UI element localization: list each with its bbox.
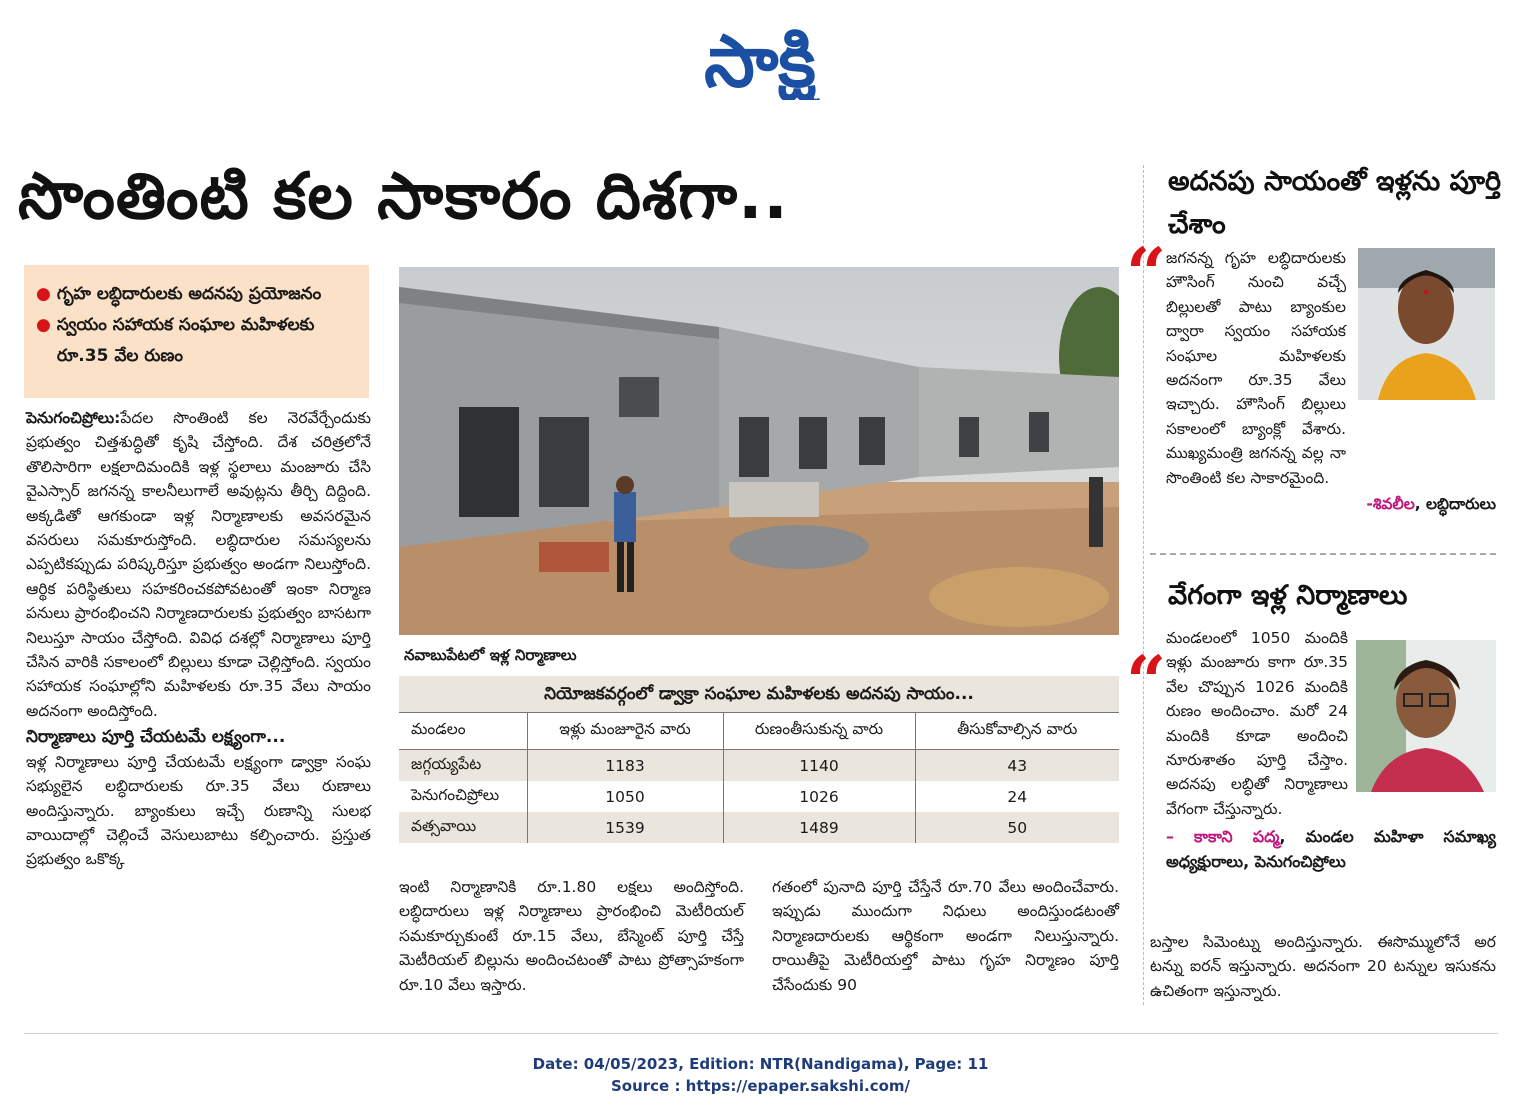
signature [1166, 492, 1496, 516]
section-divider [1150, 553, 1496, 555]
table-row [399, 812, 1119, 843]
highlight-text: గృహ లబ్ధిదారులకు అదనపు ప్రయోజనం [56, 284, 322, 304]
sidebar-continuation: బస్తాల సిమెంట్ను అందిస్తున్నారు. ఈసొమ్ములోనే అర టన్ను ఐరన్ ఇస్తున్నారు. అదనంగా 20 టన్నుల ఇసుకను ఉచితంగా ఇస్తున్నారు. [1150, 933, 1496, 1000]
table-cell: 1050 [527, 781, 723, 812]
paragraph-text: పేదల సొంతింటి కల నెరవేర్చేందుకు ప్రభుత్వం చిత్తశుద్ధితో కృషి చేస్తోంది. దేశ చరిత్రలోనే తొలిసారిగా లక్షలాదిమందికి ఇళ్ల స్థలాలు మంజూరు చేసి వైఎస్సార్ జగనన్న కాలనీలుగాలే అవుట్లను తీర్చి దిద్దింది. అక్కడితో ఆగకుండా ఇళ్ల నిర్మాణాలకు అవసరమైన వసరులు సమకూరుస్తోంది. లబ్ధిదారుల సమస్యలను ఎప్పటికప్పుడు పరిష్కరిస్తూ ప్రభుత్వం అండగా నిలుస్తోంది. ఆర్థిక పరిస్థితులు సహకరించకపోవటంతో ఇంకా నిర్మాణ పనులు ప్రారంభించని నిర్మాణదారులకు ప్రభుత్వం బాసటగా నిలుస్తూ సాయం చేస్తోంది. వివిధ దశల్లో నిర్మాణాలు పూర్తి చేసిన వారికి సకాలంలో బిల్లులు కూడా చెల్లిస్తోంది. స్వయం సహాయక సంఘాల్లోని మహిళలకు రూ.35 వేలు సాయం అదనంగా అందిస్తోంది. [26, 409, 371, 720]
portrait-photo [1358, 248, 1495, 400]
headline: సొంతింటి కల సాకారం దిశగా.. [18, 160, 789, 234]
table-cell: 1489 [723, 812, 915, 843]
sidebar-quote-narrow [1166, 246, 1496, 516]
column-header: మండలం [399, 713, 527, 750]
table-cell: 50 [915, 812, 1119, 843]
sidebar-heading: వేగంగా ఇళ్ల నిర్మాణాలు [1168, 580, 1408, 611]
footer-date-line: Date: 04/05/2023, Edition: NTR(Nandigama), Page: 11 [532, 1055, 989, 1073]
bullet-icon: ● [36, 315, 51, 335]
quote-text: మండలంలో 1050 మందికి ఇళ్లు మంజూరు కాగా రూ.35 వేల చొప్పున 1026 మందికి రుణం అందించాం. మరో 24 మందికి కూడా అందించి నూరుశాతం పూర్తి చేస్తాం. అదనపు లబ్ధితో నిర్మాణాలు వేగంగా చేస్తున్నారు. [1166, 629, 1348, 818]
data-table [399, 676, 1119, 866]
paragraph [26, 406, 371, 723]
table-title: నియోజకవర్గంలో డ్వాక్రా సంఘాల మహిళలకు అదనపు సాయం... [399, 676, 1119, 713]
table-row [399, 781, 1119, 812]
svg-text:సాక్షి: సాక్షి [704, 20, 816, 100]
woman-portrait-image [1358, 248, 1495, 400]
quote-text: జగనన్న గృహ లబ్ధిదారులకు హౌసింగ్ నుంచి వచ్చే బిల్లులతో పాటు బ్యాంకుల ద్వారా స్వయం సహాయక సంఘాల మహిళలకు అదనంగా రూ.35 వేలు ఇచ్చారు. హౌసింగ్ బిల్లులు సకాలంలో బ్యాంక్లో వేశారు. ముఖ్యమంత్రి జగనన్న వల్ల నా సొంతింటి కల సాకారమైంది. [1166, 249, 1346, 487]
table-cell: వత్సవాయి [399, 812, 527, 843]
photo-caption: నవాబుపేటలో ఇళ్ల నిర్మాణాలు [404, 646, 577, 664]
sakshi-logo [640, 20, 880, 100]
column-header: రుణంతీసుకున్న వారు [723, 713, 915, 750]
subheading: నిర్మాణాలు పూర్తి చేయటమే లక్ష్యంగా... [26, 727, 286, 748]
table-cell: 43 [915, 750, 1119, 782]
table-cell: పెనుగంచిప్రోలు [399, 781, 527, 812]
sakshi-logo-image [640, 20, 880, 100]
footer-rule [24, 1033, 1498, 1034]
highlight-item [36, 310, 355, 372]
quote-icon: “ [1126, 232, 1167, 315]
highlight-text: స్వయం సహాయక సంఘాల మహిళలకు రూ.35 వేల రుణం [56, 315, 315, 366]
houses-image [399, 267, 1119, 635]
table-cell: 1183 [527, 750, 723, 782]
dateline: పెనుగంచిప్రోలు: [26, 409, 121, 427]
bullet-icon: ● [36, 284, 51, 304]
column-header: ఇళ్లు మంజూరైన వారు [527, 713, 723, 750]
table-cell: జగ్గయ్యపేట [399, 750, 527, 782]
paragraph: ఇళ్ల నిర్మాణాలు పూర్తి చేయటమే లక్ష్యంగా డ్వాక్రా సంఘ సభ్యులైన లబ్ధిదారులకు రూ.35 వేలు రుణాలు అందిస్తున్నారు. బ్యాంకులు ఇచ్చే రుణాన్ని సులభ వాయిదాల్లో చెల్లించే వెసులుబాటు కల్పించారు. ప్రస్తుత ప్రభుత్వం ఒకొక్క [26, 752, 371, 869]
sidebar-heading: అదనపు సాయంతో ఇళ్లను పూర్తి చేశాం [1168, 166, 1502, 240]
footer-source-line[interactable]: Source : https://epaper.sakshi.com/ [610, 1077, 910, 1095]
table-row [399, 750, 1119, 782]
signature-role: , మండల మహిళా సమాఖ్య అధ్యక్షురాలు, పెనుగంచిప్రోలు [1166, 827, 1496, 871]
article-column-3: గతంలో పునాది పూర్తి చేస్తేనే రూ.70 వేలు అందించేవారు. ఇప్పుడు ముందుగా నిధులు అందిస్తుండటంతో నిర్మాణదారులకు ఆర్థికంగా అండగా నిలుస్తున్నారు. రాయితీపై మెటీరియల్తో పాటు గృహ నిర్మాణం పూర్తి చేసేందుకు 90 [772, 878, 1119, 994]
article-column-1 [26, 406, 371, 872]
signature [1166, 825, 1496, 874]
table-cell: 1026 [723, 781, 915, 812]
signature-name: – కాకాని పద్మ [1166, 827, 1280, 847]
table-cell: 1140 [723, 750, 915, 782]
table-header-row [399, 713, 1119, 750]
column-header: తీసుకోవాల్సిన వారు [915, 713, 1119, 750]
construction-photo [399, 267, 1119, 635]
portrait-photo [1356, 640, 1496, 792]
signature-name: -శివలీల [1366, 495, 1415, 514]
signature-role: , లబ్ధిదారులు [1414, 495, 1496, 514]
woman-portrait-image [1356, 640, 1496, 792]
highlight-item [36, 279, 355, 310]
table-cell: 1539 [527, 812, 723, 843]
table-cell: 24 [1007, 787, 1028, 806]
highlight-box [24, 265, 369, 398]
sidebar-quote-2 [1166, 626, 1496, 874]
article-column-2: ఇంటి నిర్మాణానికి రూ.1.80 లక్షలు అందిస్తోంది. లబ్ధిదారులు ఇళ్ల నిర్మాణాలు ప్రారంభించి మెటీరియల్ సమకూర్చుకుంటే రూ.15 వేలు, బేస్మెంట్ పూర్తి చేస్తే మెటీరియల్ బిల్లును అందించటంతో పాటు ప్రోత్సాహకంగా రూ.10 వేలు ఇస్తారు. [399, 878, 744, 994]
quote-icon: “ [1126, 640, 1167, 723]
footer [0, 1053, 1521, 1097]
table-grid [399, 713, 1119, 843]
